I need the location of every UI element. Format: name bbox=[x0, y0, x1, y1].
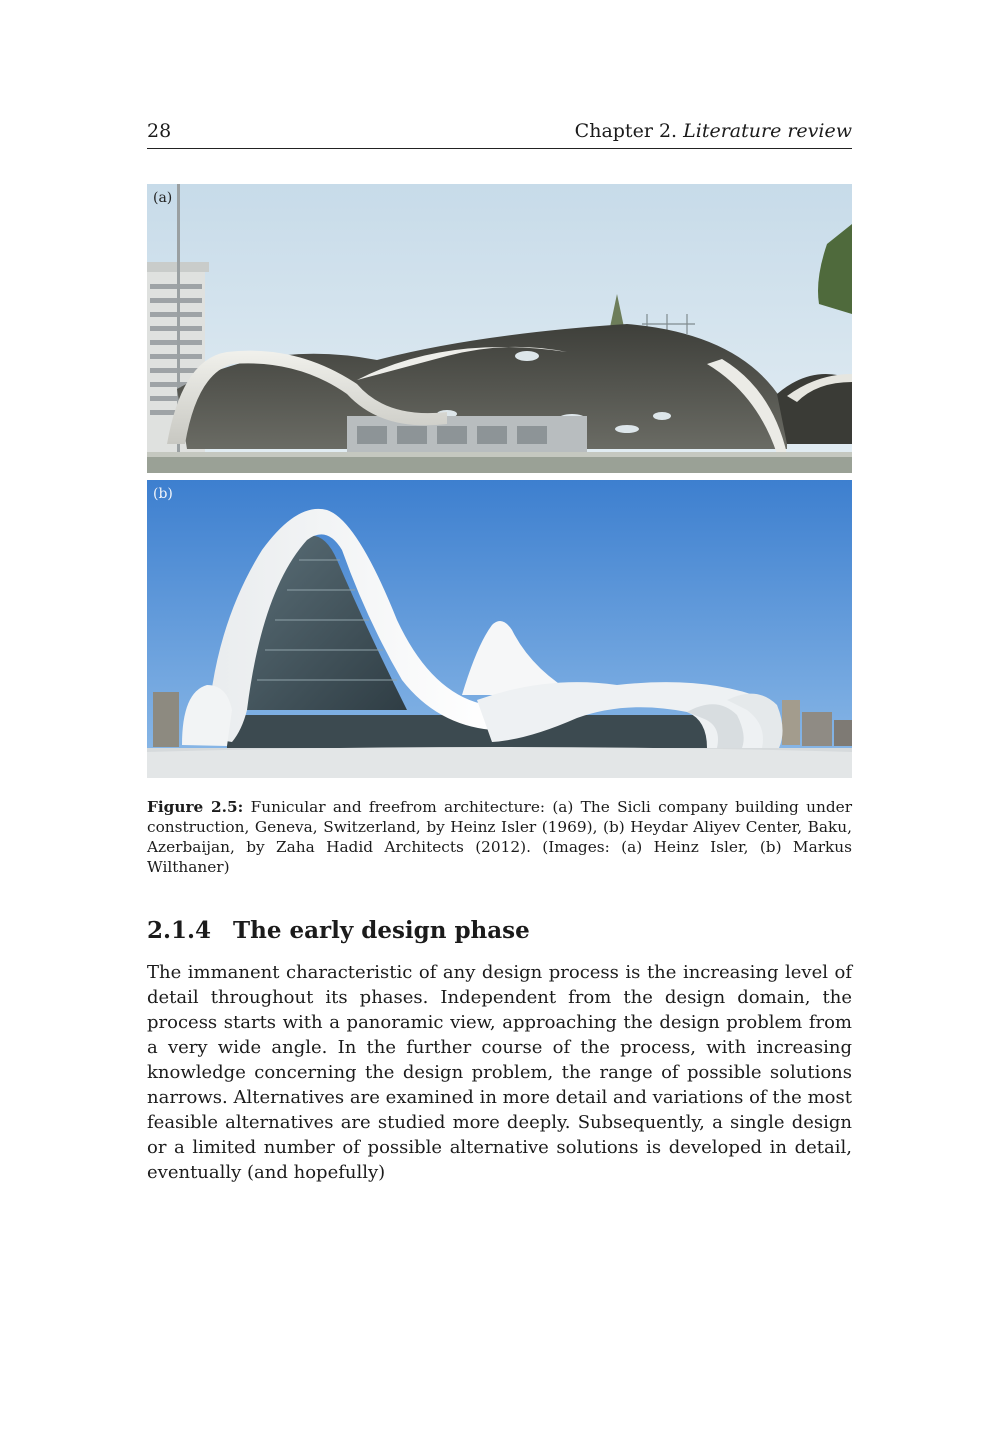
page-number: 28 bbox=[147, 120, 172, 142]
panel-b-label: (b) bbox=[153, 486, 173, 502]
figure-label: Figure 2.5: bbox=[147, 798, 244, 816]
body-paragraph: The immanent characteristic of any design process is the increasing level of detail throughout its phases. Independent from the design domain, the process starts with a panoramic view, approaching the design problem from a very wide angle. In the further course of the process, with increasing knowledge concerning the design problem, the range of possible solutions narrows. Alternatives are examined in more detail and variations of the most feasible alternatives are studied more deeply. Subsequently, a single design or a limited number of possible alternative solutions is developed in detail, eventually (and hopefully) bbox=[147, 962, 852, 1183]
section-heading bbox=[147, 917, 530, 944]
caption-text: Funicular and freefrom architecture: (a) The Sicli company building under construction, Geneva, Switzerland, by Heinz Isler (1969), (b) Heydar Aliyev Center, Baku, Azerbaijan, by Zaha Hadid Architects (2012). (Images: (a) Heinz Isler, (b) Markus Wilthaner) bbox=[147, 798, 853, 876]
panel-a-label: (a) bbox=[153, 190, 173, 206]
section-number: 2.1.4 bbox=[147, 917, 212, 944]
figure-panel-b bbox=[147, 480, 852, 778]
running-head bbox=[575, 120, 852, 142]
section-title: The early design phase bbox=[233, 917, 530, 944]
chapter-title: Literature review bbox=[683, 120, 852, 142]
figure-caption bbox=[147, 797, 852, 877]
figure-panel-a bbox=[147, 184, 852, 473]
chapter-number: Chapter 2. bbox=[574, 120, 678, 142]
heydar-aliyev-center-photo bbox=[147, 480, 852, 778]
running-header bbox=[147, 120, 852, 149]
sicli-building-photo bbox=[147, 184, 852, 473]
